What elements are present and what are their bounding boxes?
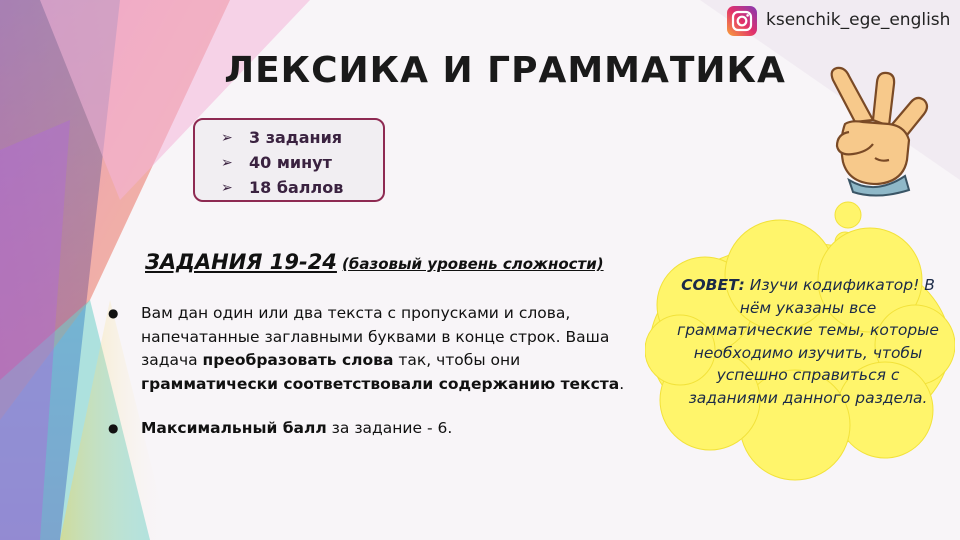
- bullet-text: Вам дан один или два текста с пропусками и слова, напечатанные заглавными буквами в конце строк. Ваша задача: [141, 304, 610, 369]
- bullet-text: за задание - 6.: [326, 419, 453, 437]
- advice-body: Изучи кодификатор! В нём указаны все грамматические темы, которые необходимо изучить, чтобы успешно справиться с заданиями данного раздела.: [677, 276, 939, 407]
- page-title: ЛЕКСИКА И ГРАММАТИКА: [224, 50, 786, 91]
- list-item: [108, 417, 653, 441]
- exam-stats-box: [193, 118, 385, 202]
- bullet-dot-icon: ●: [108, 306, 119, 320]
- instagram-handle[interactable]: ksenchik_ege_english: [766, 10, 951, 30]
- stat-points: 18 баллов: [249, 178, 344, 197]
- task-description-list: [108, 302, 653, 441]
- arrow-bullet-icon: ➢: [221, 154, 233, 171]
- bullet-text: так, чтобы они: [393, 351, 521, 369]
- stat-item: [221, 125, 383, 150]
- bullet-dot-icon: ●: [108, 421, 119, 435]
- bullet-text: .: [619, 374, 625, 393]
- task-heading: [145, 250, 604, 274]
- bullet-emphasis: грамматически соответствовали содержанию текста: [141, 374, 620, 393]
- three-fingers-hand-icon: [815, 62, 935, 197]
- advice-label: СОВЕТ:: [681, 276, 745, 294]
- list-item: [108, 302, 653, 396]
- task-numbers: ЗАДАНИЯ 19-24: [145, 250, 337, 274]
- bullet-emphasis: преобразовать слова: [202, 351, 394, 369]
- instagram-icon[interactable]: [727, 6, 757, 36]
- bullet-emphasis: Максимальный балл: [141, 419, 327, 437]
- arrow-bullet-icon: ➢: [221, 179, 233, 196]
- advice-text: [672, 274, 944, 409]
- task-level: (базовый уровень сложности): [342, 255, 604, 273]
- stat-item: [221, 150, 383, 175]
- stat-item: [221, 175, 383, 200]
- arrow-bullet-icon: ➢: [221, 129, 233, 146]
- stat-time: 40 минут: [249, 153, 332, 172]
- stat-tasks: 3 задания: [249, 128, 343, 147]
